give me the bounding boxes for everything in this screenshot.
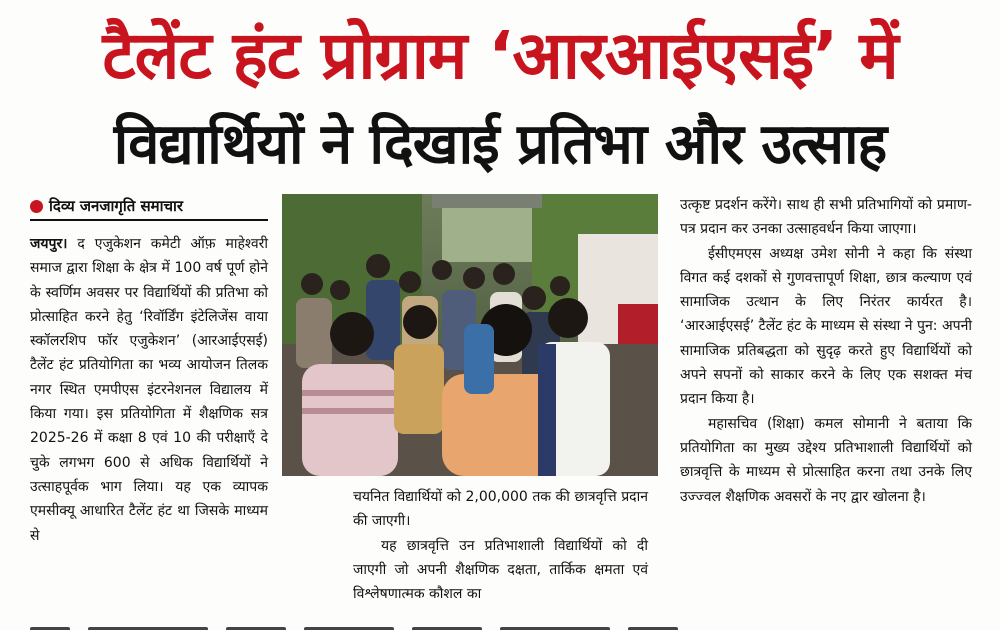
article-column-3 — [680, 193, 972, 509]
article-column-2 — [353, 485, 648, 606]
article-col1-text: द एजुकेशन कमेटी ऑफ़ माहेश्वरी समाज द्वारा शिक्षा के क्षेत्र में 100 वर्ष पूर्ण होने के स्वर्णिम अवसर पर विद्यार्थियों की प्रतिभा को प्रोत्साहित करने हेतु ‘रिवॉर्डिंग इंटेलिजेंस वाया स्कॉलरशिप फॉर एजुकेशन’ (आरआईएसई) टैलेंट हंट प्रतियोगिता का भव्य आयोजन तिलक नगर स्थित एमपीएस इंटरनेशनल विद्यालय में किया गया। इस प्रतियोगिता में शैक्षणिक सत्र 2025-26 में कक्षा 8 एवं 10 की परीक्षाएँ दे चुके लगभग 600 से अधिक विद्यार्थियों ने उत्साहपूर्वक भाग लिया। यह एक व्यापक एमसीक्यू आधारित टैलेंट हंट था जिसके माध्यम से — [30, 236, 268, 544]
byline — [30, 193, 268, 221]
event-photo — [282, 194, 658, 476]
next-article-cutoff — [30, 618, 970, 630]
headline-line-2: विद्यार्थियों ने दिखाई प्रतिभा और उत्साह — [113, 112, 887, 177]
red-dot-icon — [30, 200, 43, 213]
article-col3-paragraph-3: महासचिव (शिक्षा) कमल सोमानी ने बताया कि प्रतियोगिता का मुख्य उद्देश्य प्रतिभाशाली विद्यार्थियों को छात्रवृत्ति के माध्यम से प्रोत्साहित करना तथा उनके लिए उज्ज्वल शैक्षणिक अवसरों के नए द्वार खोलना है। — [680, 415, 972, 505]
article-col2-paragraph-2: यह छात्रवृत्ति उन प्रतिभाशाली विद्यार्थियों को दी जाएगी जो अपनी शैक्षणिक दक्षता, तार्किक क्षमता एवं विश्लेषणात्मक कौशल का — [353, 537, 648, 603]
article-col2-paragraph-1: चयनित विद्यार्थियों को 2,00,000 तक की छात्रवृत्ति प्रदान की जाएगी। — [353, 489, 648, 530]
article-column-1 — [30, 232, 268, 548]
article-col3-paragraph-2: ईसीएमएस अध्यक्ष उमेश सोनी ने कहा कि संस्था विगत कई दशकों से गुणवत्तापूर्ण शिक्षा, छात्र कल्याण एवं सामाजिक उत्थान के लिए निरंतर कार्यरत है। ‘आरआईएसई’ टैलेंट हंट के माध्यम से संस्था ने पुन: अपनी सामाजिक प्रतिबद्धता को सुदृढ़ करते हुए विद्यार्थियों को अपने सपनों को साकार करने के लिए एक सशक्त मंच प्रदान किया है। — [680, 245, 972, 408]
headline-line-1: टैलेंट हंट प्रोग्राम ‘आरआईएसई’ में — [102, 17, 898, 94]
article-col3-paragraph-1: उत्कृष्ट प्रदर्शन करेंगे। साथ ही सभी प्रतिभागियों को प्रमाण-पत्र प्रदान कर उनका उत्साहवर्धन किया जाएगा। — [680, 197, 972, 238]
dateline: जयपुर। — [30, 236, 68, 252]
students-crowd-photo-image — [282, 194, 658, 476]
byline-label: दिव्य जनजागृति समाचार — [49, 197, 184, 215]
article-paragraph-1 — [30, 232, 268, 548]
